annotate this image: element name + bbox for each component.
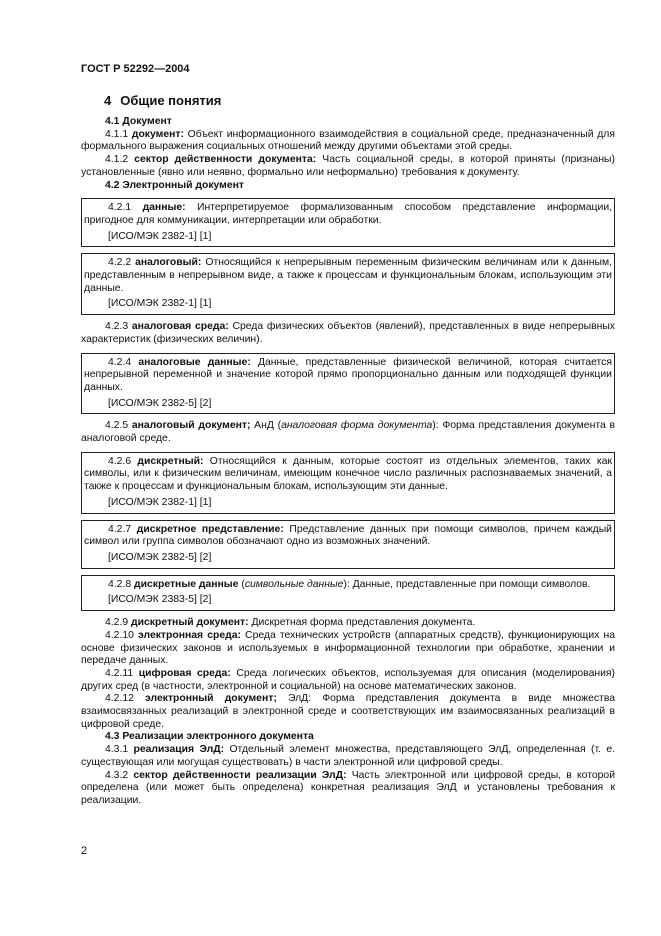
clause-4-1-2	[81, 154, 615, 179]
clause-4-2-2	[84, 257, 612, 295]
definition-part: (	[238, 578, 245, 590]
clause-4-2-6	[84, 456, 612, 494]
clause-number: 4.2.4	[108, 356, 132, 368]
term: сектор действенности документа:	[134, 154, 317, 166]
clause-4-2-3	[81, 321, 615, 346]
clause-4-2-1	[84, 202, 612, 227]
definition-part: ): Данные, представленные при помощи символов.	[343, 578, 591, 590]
boxed-clause-4-2-4	[81, 353, 615, 415]
definition: Данные, представленные физической величиной, которая считается непрерывной переменной и значение которой прямо пропорционально данным или подходящей функции данных.	[84, 356, 612, 393]
term: дискретный документ:	[131, 617, 249, 629]
clause-number: 4.2.11	[105, 667, 134, 679]
clause-number: 4.2.1	[108, 202, 132, 214]
definition: Дискретная форма представления документа.	[248, 617, 476, 629]
document-body	[81, 116, 615, 808]
clause-4-2-5	[81, 420, 615, 445]
clause-4-2-7	[84, 524, 612, 549]
clause-number: 4.2.12	[105, 693, 134, 705]
reference: [ИСО/МЭК 2382-1] [1]	[108, 496, 212, 508]
clause-number: 4.2.7	[108, 523, 132, 535]
term: дискретные данные	[134, 578, 239, 590]
subsection-heading-4-3: 4.3 Реализации электронного документа	[105, 731, 314, 743]
definition: Среда технических устройств (аппаратных средств), функционирующих на основе физических законов и используемых в информационной технологии при обработке, хранении и передаче данных.	[81, 629, 615, 667]
term: данные:	[142, 202, 186, 214]
definition: Относящийся к данным, которые состоят из отдельных элементов, таких как символы, или к физическим величинам, имеющим конечное число различных распознаваемых значений, а также к процессам и функциональным блокам, использующим эти данные.	[84, 455, 612, 493]
reference: [ИСО/МЭК 2383-5] [2]	[108, 594, 212, 606]
term: аналоговый документ;	[131, 420, 251, 432]
section-number: 4	[104, 93, 112, 108]
term: аналоговая среда:	[131, 321, 229, 333]
clause-number: 4.2.8	[108, 578, 132, 590]
clause-4-3-2	[81, 770, 615, 808]
clause-4-3-1	[81, 744, 615, 769]
clause-number: 4.1.2	[105, 154, 129, 166]
definition: Относящийся к непрерывным переменным физическим величинам или к данным, представленным в непрерывном виде, а также к процессам и функциональным блокам, использующим эти данные.	[84, 257, 612, 294]
page-number: 2	[81, 845, 88, 857]
reference: [ИСО/МЭК 2382-1] [1]	[108, 298, 212, 310]
definition: ЭлД: Форма представления документа в виде множества взаимосвязанных реализаций в электронной среде и соответствующих им взаимосвязанных реализаций в цифровой среде.	[81, 693, 616, 730]
clause-number: 4.2.9	[105, 617, 129, 629]
clause-number: 4.2.2	[108, 257, 132, 269]
definition: Отдельный элемент множества, представляющего ЭлД, определенная (т. е. существующая или могущая существовать) в части электронной или цифровой среды.	[81, 744, 616, 768]
term: документ:	[131, 128, 184, 140]
section-heading	[104, 95, 221, 108]
term: дискретное представление:	[136, 523, 284, 535]
clause-4-2-4	[84, 357, 612, 395]
definition: Часть электронной или цифровой среды, в которой определена (или может быть определена) конкретная реализация ЭлД и установлены требования к реализации.	[81, 769, 615, 806]
definition: Представление данных при помощи символов, причем каждый символ или группа символов обозначают одно из возможных значений.	[84, 523, 612, 548]
definition-part: АнД (	[250, 420, 282, 432]
term: аналоговые данные:	[138, 356, 251, 368]
term: сектор действенности реализации ЭлД:	[133, 769, 347, 781]
definition: Среда логических объектов, используемая для описания (моделирования) других сред (в частности, электронной и социальной) на основе математических законов.	[81, 667, 615, 692]
reference: [ИСО/МЭК 2382-5] [2]	[108, 397, 212, 409]
term: аналоговый:	[135, 257, 202, 269]
term: цифровая среда:	[138, 667, 231, 679]
synonym: аналоговая форма документа	[281, 420, 433, 432]
clause-number: 4.2.5	[105, 420, 129, 432]
boxed-clause-4-2-7	[81, 520, 615, 569]
document-header: ГОСТ Р 52292—2004	[81, 63, 190, 75]
boxed-clause-4-2-1	[81, 198, 615, 247]
subsection-heading-4-1: 4.1 Документ	[105, 116, 172, 127]
boxed-clause-4-2-8	[81, 575, 615, 611]
clause-4-1-1	[81, 129, 615, 154]
definition: Среда физических объектов (явлений), представленных в виде непрерывных характеристик (физических величин).	[81, 321, 616, 345]
synonym: символьные данные	[244, 578, 344, 590]
clause-number: 4.1.1	[105, 128, 129, 140]
clause-4-2-10	[81, 630, 615, 668]
clause-number: 4.2.10	[105, 629, 134, 641]
clause-number: 4.2.3	[105, 321, 129, 333]
clause-4-2-8	[84, 579, 612, 592]
clause-number: 4.3.2	[105, 769, 129, 781]
reference: [ИСО/МЭК 2382-1] [1]	[108, 230, 212, 242]
clause-4-2-9	[81, 617, 615, 630]
clause-number: 4.2.6	[108, 455, 132, 467]
clause-4-2-11	[81, 668, 615, 693]
definition: Объект информационного взаимодействия в социальной среде, предназначенный для формального выражения социальных отношений между другими объектами этой среды.	[81, 128, 615, 153]
definition: Часть социальной среды, в которой приняты (признаны) установленные (явно или неявно, формально или неформально) требования к документу.	[81, 154, 615, 178]
subsection-heading-4-2: 4.2 Электронный документ	[105, 179, 245, 191]
clause-4-2-12	[81, 693, 615, 731]
boxed-clause-4-2-6	[81, 452, 615, 514]
definition: Интерпретируемое формализованным способом представление информации, пригодное для коммуникации, интерпретации или обработки.	[84, 202, 613, 226]
term: электронная среда:	[138, 629, 241, 641]
term: дискретный:	[137, 455, 204, 467]
term: электронный документ;	[145, 693, 277, 705]
definition-part: ): Форма представления документа в аналоговой среде.	[81, 420, 615, 445]
section-title: Общие понятия	[120, 93, 222, 108]
clause-number: 4.3.1	[105, 744, 129, 756]
boxed-clause-4-2-2	[81, 253, 615, 315]
reference: [ИСО/МЭК 2382-5] [2]	[108, 551, 212, 563]
term: реализация ЭлД:	[133, 744, 225, 756]
